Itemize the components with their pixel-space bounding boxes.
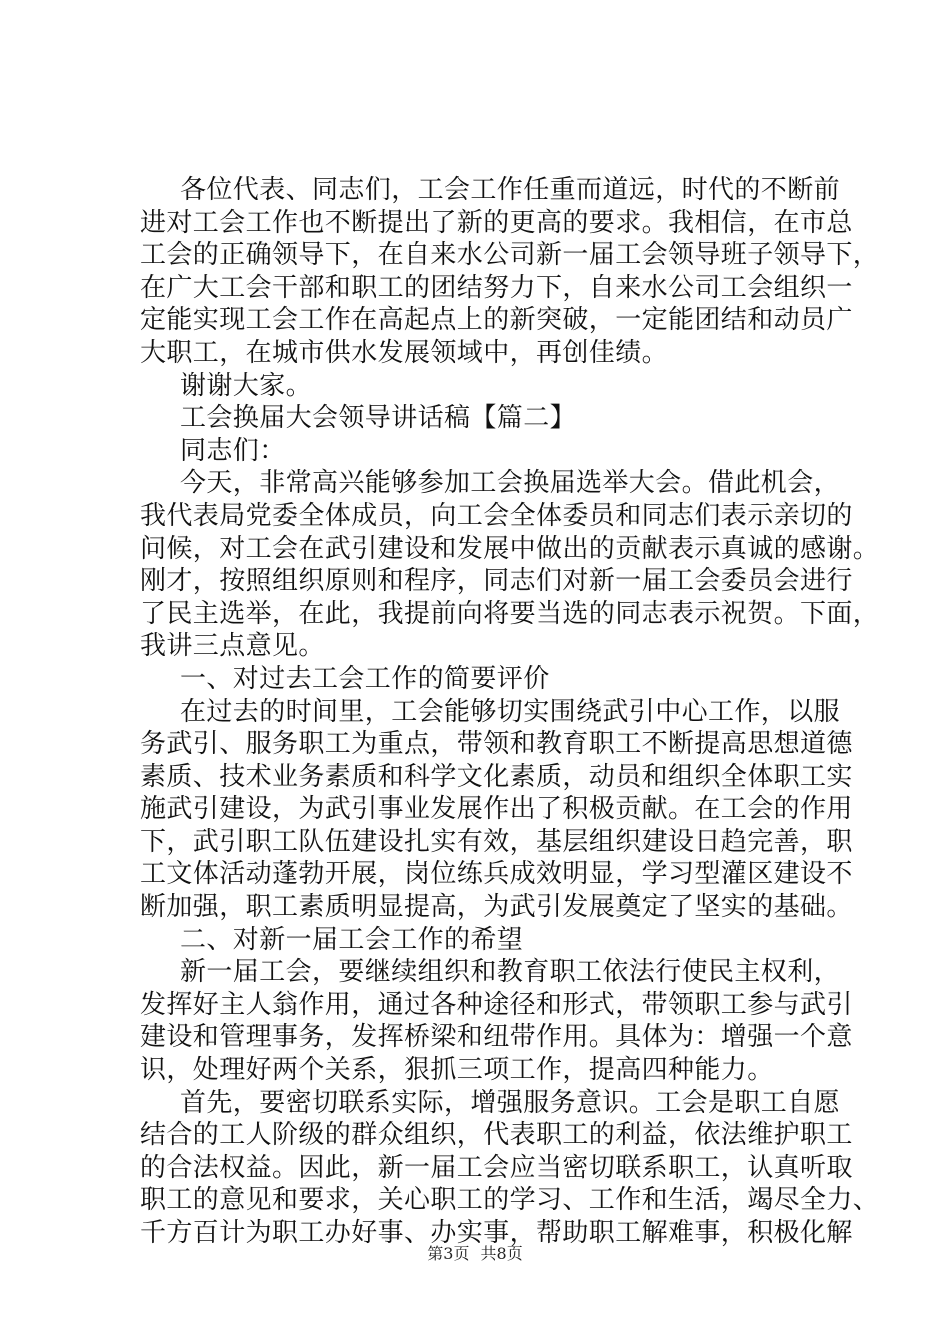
- text-line: 在广大工会干部和职工的团结努力下，自来水公司工会组织一: [140, 272, 853, 303]
- text-line: 今天，非常高兴能够参加工会换届选举大会。借此机会，: [180, 468, 841, 499]
- text-line: 在过去的时间里，工会能够切实围绕武引中心工作，以服: [180, 696, 841, 727]
- text-line: 建设和管理事务，发挥桥梁和纽带作用。具体为：增强一个意: [140, 1022, 853, 1053]
- text-line: 发挥好主人翁作用，通过各种途径和形式，带领职工参与武引: [140, 989, 853, 1020]
- page-number: 第3页: [427, 1244, 470, 1263]
- text-line: 施武引建设，为武引事业发展作出了积极贡献。在工会的作用: [140, 794, 853, 825]
- text-line: 我代表局党委全体成员，向工会全体委员和同志们表示亲切的: [140, 500, 853, 531]
- text-line: 谢谢大家。: [180, 370, 313, 401]
- page-footer: [0, 1243, 950, 1265]
- text-line: 大职工，在城市供水发展领域中，再创佳绩。: [140, 337, 669, 368]
- text-line: 断加强，职工素质明显提高，为武引发展奠定了坚实的基础。: [140, 892, 853, 923]
- text-line: 定能实现工会工作在高起点上的新突破，一定能团结和动员广: [140, 305, 853, 336]
- page-total: 共8页: [480, 1244, 523, 1263]
- text-line: 新一届工会，要继续组织和教育职工依法行使民主权利，: [180, 957, 841, 988]
- text-line: 务武引、服务职工为重点，带领和教育职工不断提高思想道德: [140, 729, 853, 760]
- text-line: 了民主选举，在此，我提前向将要当选的同志表示祝贺。下面，: [140, 598, 880, 629]
- text-line: 刚才，按照组织原则和程序，同志们对新一届工会委员会进行: [140, 566, 853, 597]
- text-line: 问候，对工会在武引建设和发展中做出的贡献表示真诚的感谢。: [140, 533, 880, 564]
- text-line: 工文体活动蓬勃开展，岗位练兵成效明显，学习型灌区建设不: [140, 859, 853, 890]
- body-text: [140, 174, 880, 1250]
- text-line: 工会的正确领导下，在自来水公司新一届工会领导班子领导下，: [140, 240, 880, 271]
- text-line: 我讲三点意见。: [140, 631, 325, 662]
- text-line: 各位代表、同志们，工会工作任重而道远，时代的不断前: [180, 175, 841, 205]
- text-line: 识，处理好两个关系，狠抓三项工作，提高四种能力。: [140, 1055, 774, 1086]
- text-line: 首先，要密切联系实际，增强服务意识。工会是职工自愿: [180, 1087, 841, 1118]
- text-line: 下，武引职工队伍建设扎实有效，基层组织建设日趋完善，职: [140, 826, 853, 857]
- text-line: 素质、技术业务素质和科学文化素质，动员和组织全体职工实: [140, 761, 853, 792]
- text-line: 千方百计为职工办好事、办实事，帮助职工解难事，积极化解: [140, 1218, 853, 1248]
- section-title: 工会换届大会领导讲话稿【篇二】: [180, 403, 577, 434]
- text-line: 进对工会工作也不断提出了新的更高的要求。我相信，在市总: [140, 207, 853, 238]
- salutation: 同志们：: [180, 435, 286, 466]
- text-line: 职工的意见和要求，关心职工的学习、工作和生活，竭尽全力、: [140, 1185, 880, 1216]
- text-line: 的合法权益。因此，新一届工会应当密切联系职工，认真听取: [140, 1152, 853, 1183]
- section-heading: 一、对过去工会工作的简要评价: [180, 663, 550, 694]
- text-line: 结合的工人阶级的群众组织，代表职工的利益，依法维护职工: [140, 1120, 853, 1151]
- section-heading: 二、对新一届工会工作的希望: [180, 924, 524, 955]
